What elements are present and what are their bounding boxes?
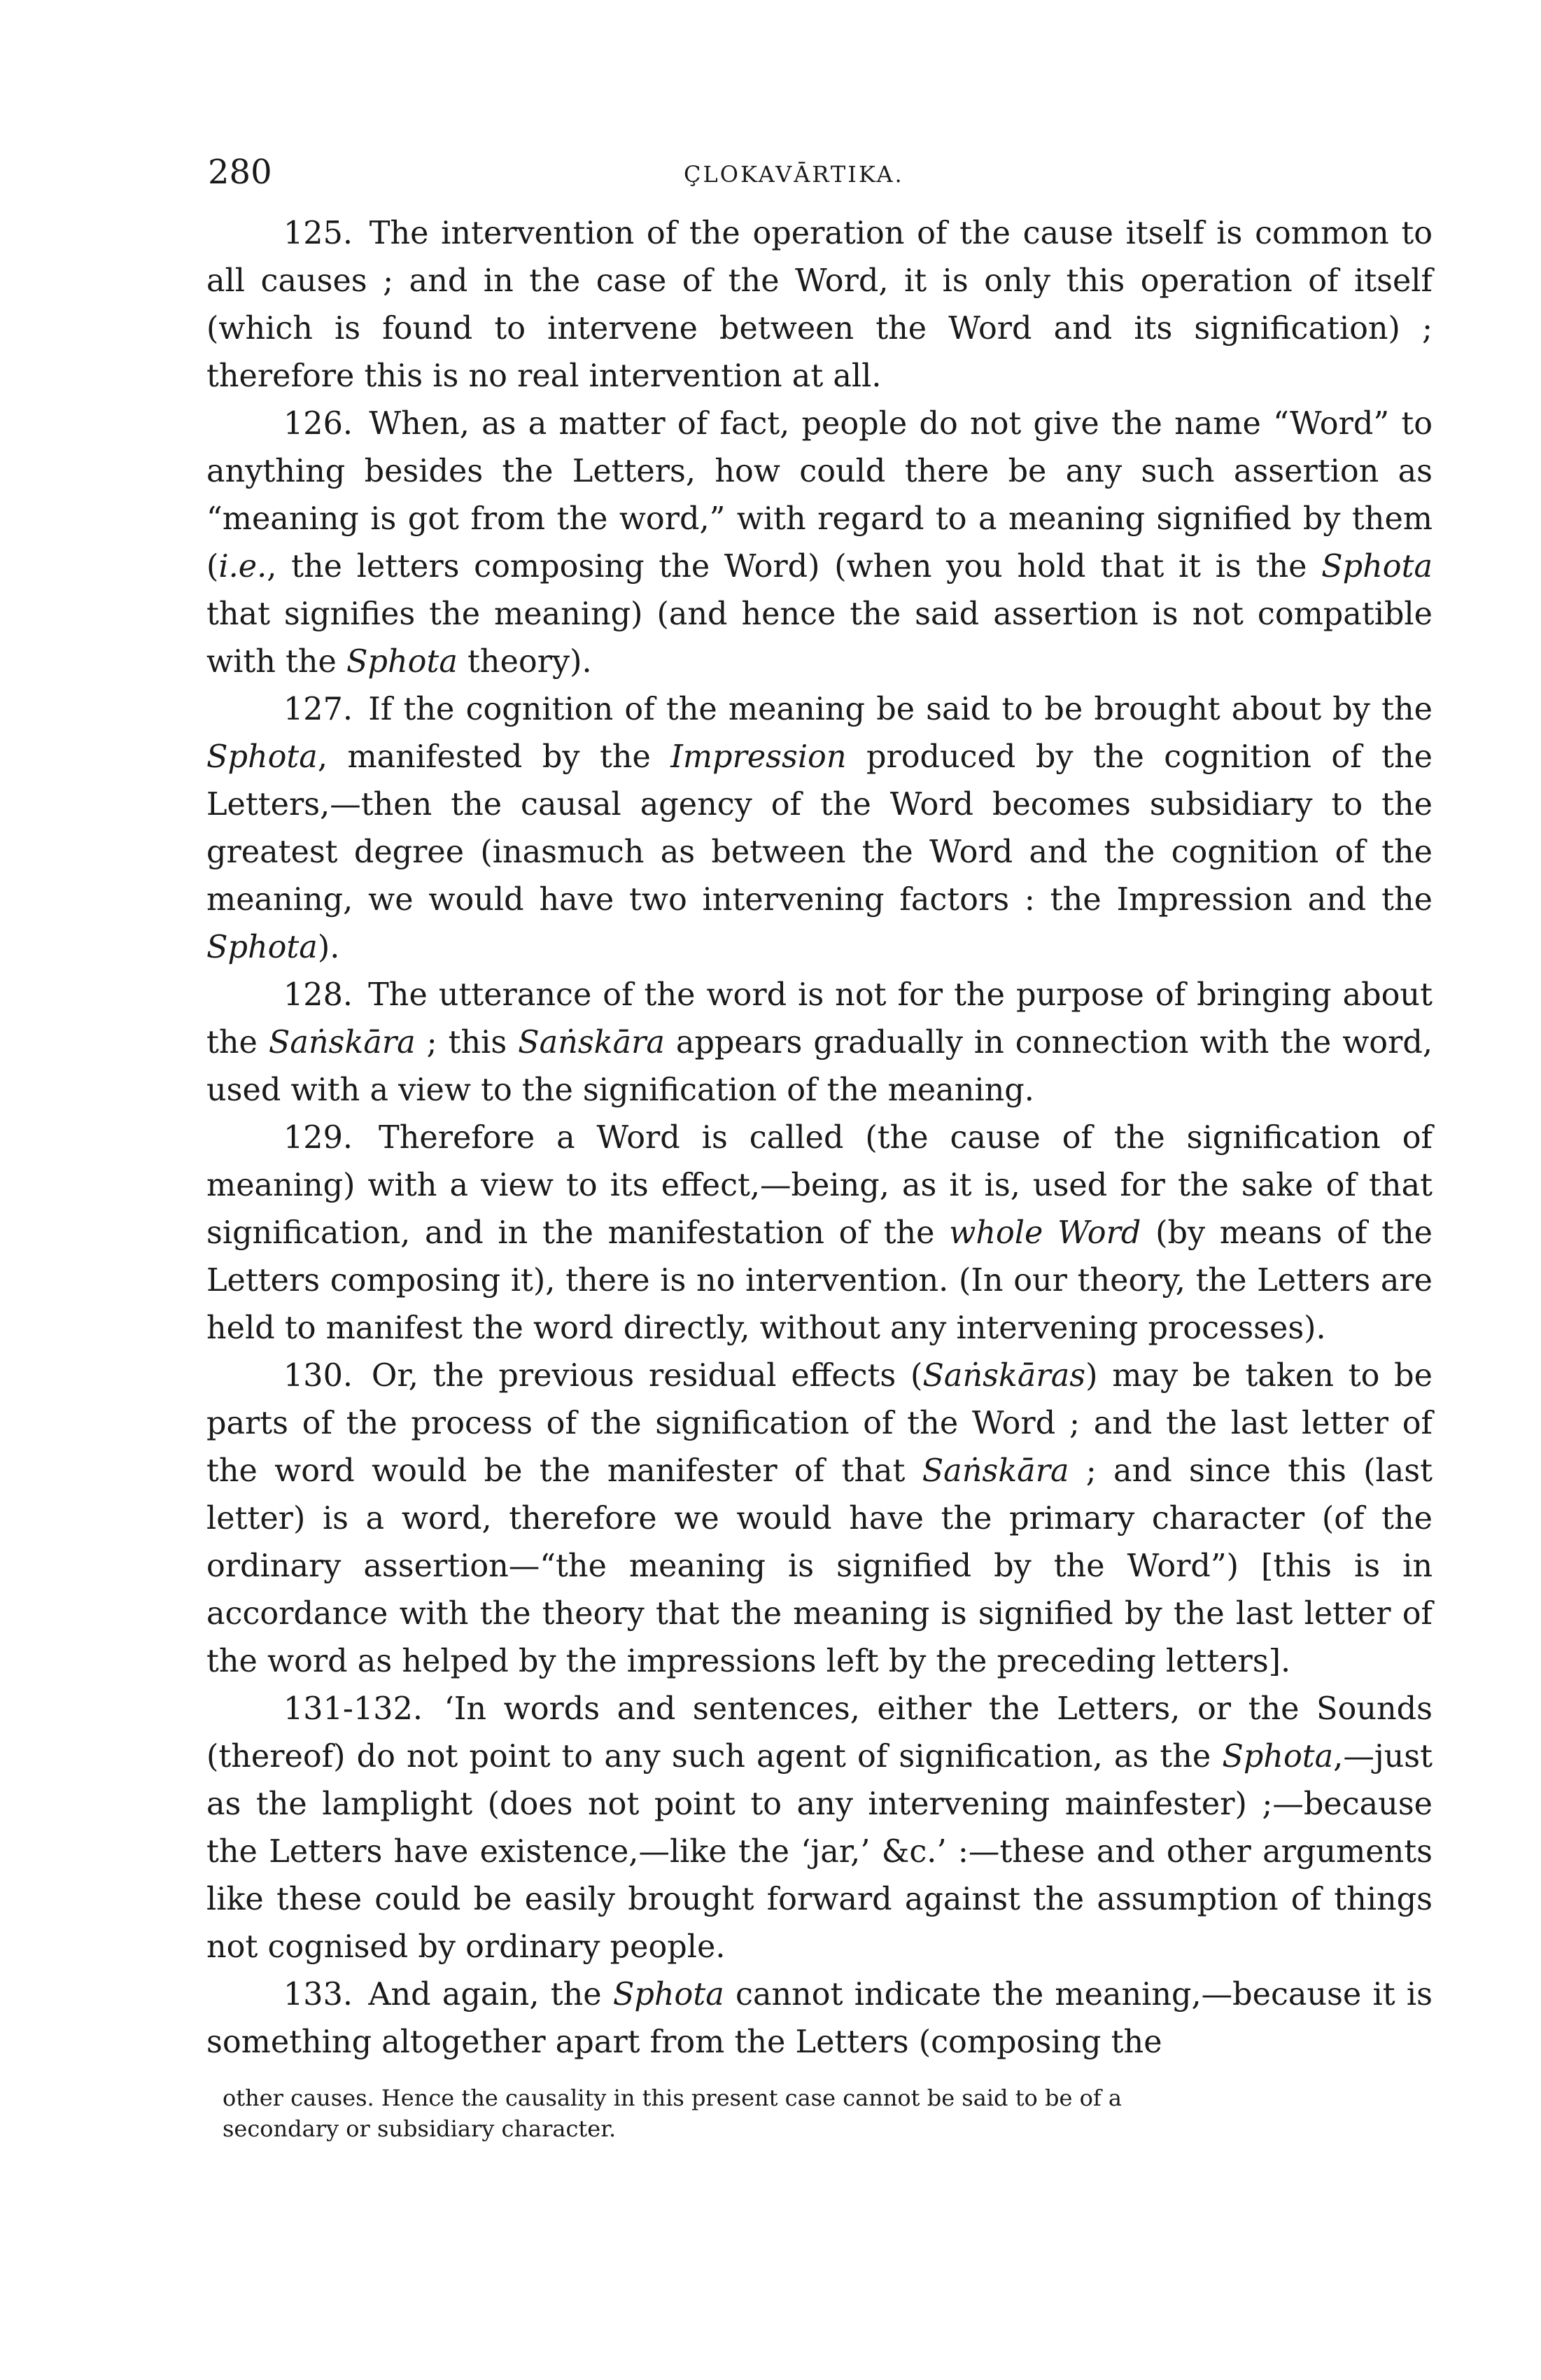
italic-term: Sphota <box>612 1977 724 2012</box>
footnote-line: other causes. Hence the causality in this present case cannot be said to be of a <box>223 2085 1122 2111</box>
text-run: Therefore a Word is called (the cause of the signification of meaning) with a view to its effect,—being, as it is, used for the sake of that signification, and in the manifestation of the <box>206 1120 1433 1251</box>
text-run: If the cognition of the meaning be said to be brought about by the <box>368 692 1433 727</box>
verse-paragraph <box>206 972 1433 1114</box>
text-run: appears gradually in connection with the word, used with a view to the signification of the meaning. <box>206 1025 1433 1108</box>
italic-term: Saṅskāra <box>268 1025 416 1060</box>
text-run: ). <box>317 930 340 965</box>
verse-paragraph <box>206 1971 1433 2066</box>
verse-number: 126. <box>283 406 353 442</box>
verse-paragraph <box>206 686 1433 972</box>
text-run: The intervention of the operation of the cause itself is common to all causes ; and in the case of the Word, it is only this operation of itself (which is found to intervene between the Word and its signification) ; therefore this is no real intervention at all. <box>206 216 1433 394</box>
verse-number: 133. <box>283 1977 353 2012</box>
verse-number: 130. <box>283 1358 353 1394</box>
text-run: And again, the <box>368 1977 613 2012</box>
italic-term: Sphota <box>1321 549 1433 584</box>
verse-paragraph <box>206 1114 1433 1352</box>
verse-number: 128. <box>283 977 353 1013</box>
italic-term: Sphota <box>206 930 318 965</box>
text-run: The utterance of the word is not for the purpose of bringing about the <box>206 977 1433 1060</box>
italic-term: Impression <box>670 739 847 775</box>
italic-term: Sphota <box>206 739 318 775</box>
text-run: cannot indicate the meaning,—because it is something altogether apart from the Letters (composing the <box>206 1977 1433 2060</box>
verse-number: 129. <box>283 1120 353 1156</box>
italic-term: Saṅskāras <box>922 1358 1086 1394</box>
running-head: ÇLOKAVĀRTIKA. <box>684 161 904 188</box>
footnote <box>223 2082 1440 2144</box>
verse-paragraph <box>206 210 1433 400</box>
text-run: Or, the previous residual effects ( <box>371 1358 923 1394</box>
verse-paragraph <box>206 1686 1433 1971</box>
verse-number: 127. <box>283 692 353 727</box>
body-text <box>206 210 1433 2066</box>
text-run: ) may be taken to be parts of the process of the signification of the Word ; and the last letter of the word would be the manifester of that <box>206 1358 1433 1489</box>
italic-term: whole Word <box>949 1215 1141 1251</box>
text-run: , the letters composing the Word) (when you hold that it is the <box>267 549 1322 584</box>
verse-number: 131-132. <box>283 1691 423 1727</box>
text-run: (by means of the Letters composing it), there is no intervention. (In our theory, the Letters are held to manifest the word directly, without any intervening processes). <box>206 1215 1433 1346</box>
page-header <box>208 153 1433 209</box>
text-run: ,—just as the lamplight (does not point to any intervening mainfester) ;—because the Letters have existence,—like the ‘jar,’ &c.’ :—these and other arguments like these could be easily brought forward against the assumption of things not cognised by ordinary people. <box>206 1739 1433 1965</box>
text-run: theory). <box>457 644 592 680</box>
text-run: , manifested by the <box>317 739 671 775</box>
text-run: ; this <box>415 1025 519 1060</box>
verse-paragraph <box>206 400 1433 686</box>
italic-term: Sphota <box>346 644 458 680</box>
verse-paragraph <box>206 1352 1433 1686</box>
italic-term: i.e. <box>218 549 267 584</box>
text-run: ; and since this (last letter) is a word, therefore we would have the primary character (of the ordinary assertion—“the meaning is signified by the Word”) [this is in accordance with the theory that the meaning is signified by the last letter of the word as helped by the impressions left by the preceding letters]. <box>206 1453 1433 1679</box>
footnote-line: secondary or subsidiary character. <box>223 2115 617 2142</box>
text-run: that signifies the meaning) (and hence the said assertion is not compatible with the <box>206 596 1433 680</box>
page-number: 280 <box>208 153 272 192</box>
verse-number: 125. <box>283 216 353 251</box>
italic-term: Sphota <box>1222 1739 1334 1774</box>
italic-term: Saṅskāra <box>518 1025 665 1060</box>
italic-term: Saṅskāra <box>922 1453 1069 1489</box>
text-run: When, as a matter of fact, people do not give the name “Word” to anything besides the Letters, how could there be any such assertion as “meaning is got from the word,” with regard to a meaning signified by them ( <box>206 406 1433 584</box>
text-run: produced by the cognition of the Letters,—then the causal agency of the Word becomes subsidiary to the greatest degree (inasmuch as between the Word and the cognition of the meaning, we would have two intervening factors : the Impression and the <box>206 739 1433 918</box>
text-run: ‘In words and sentences, either the Letters, or the Sounds (thereof) do not point to any such agent of signification, as the <box>206 1691 1433 1774</box>
